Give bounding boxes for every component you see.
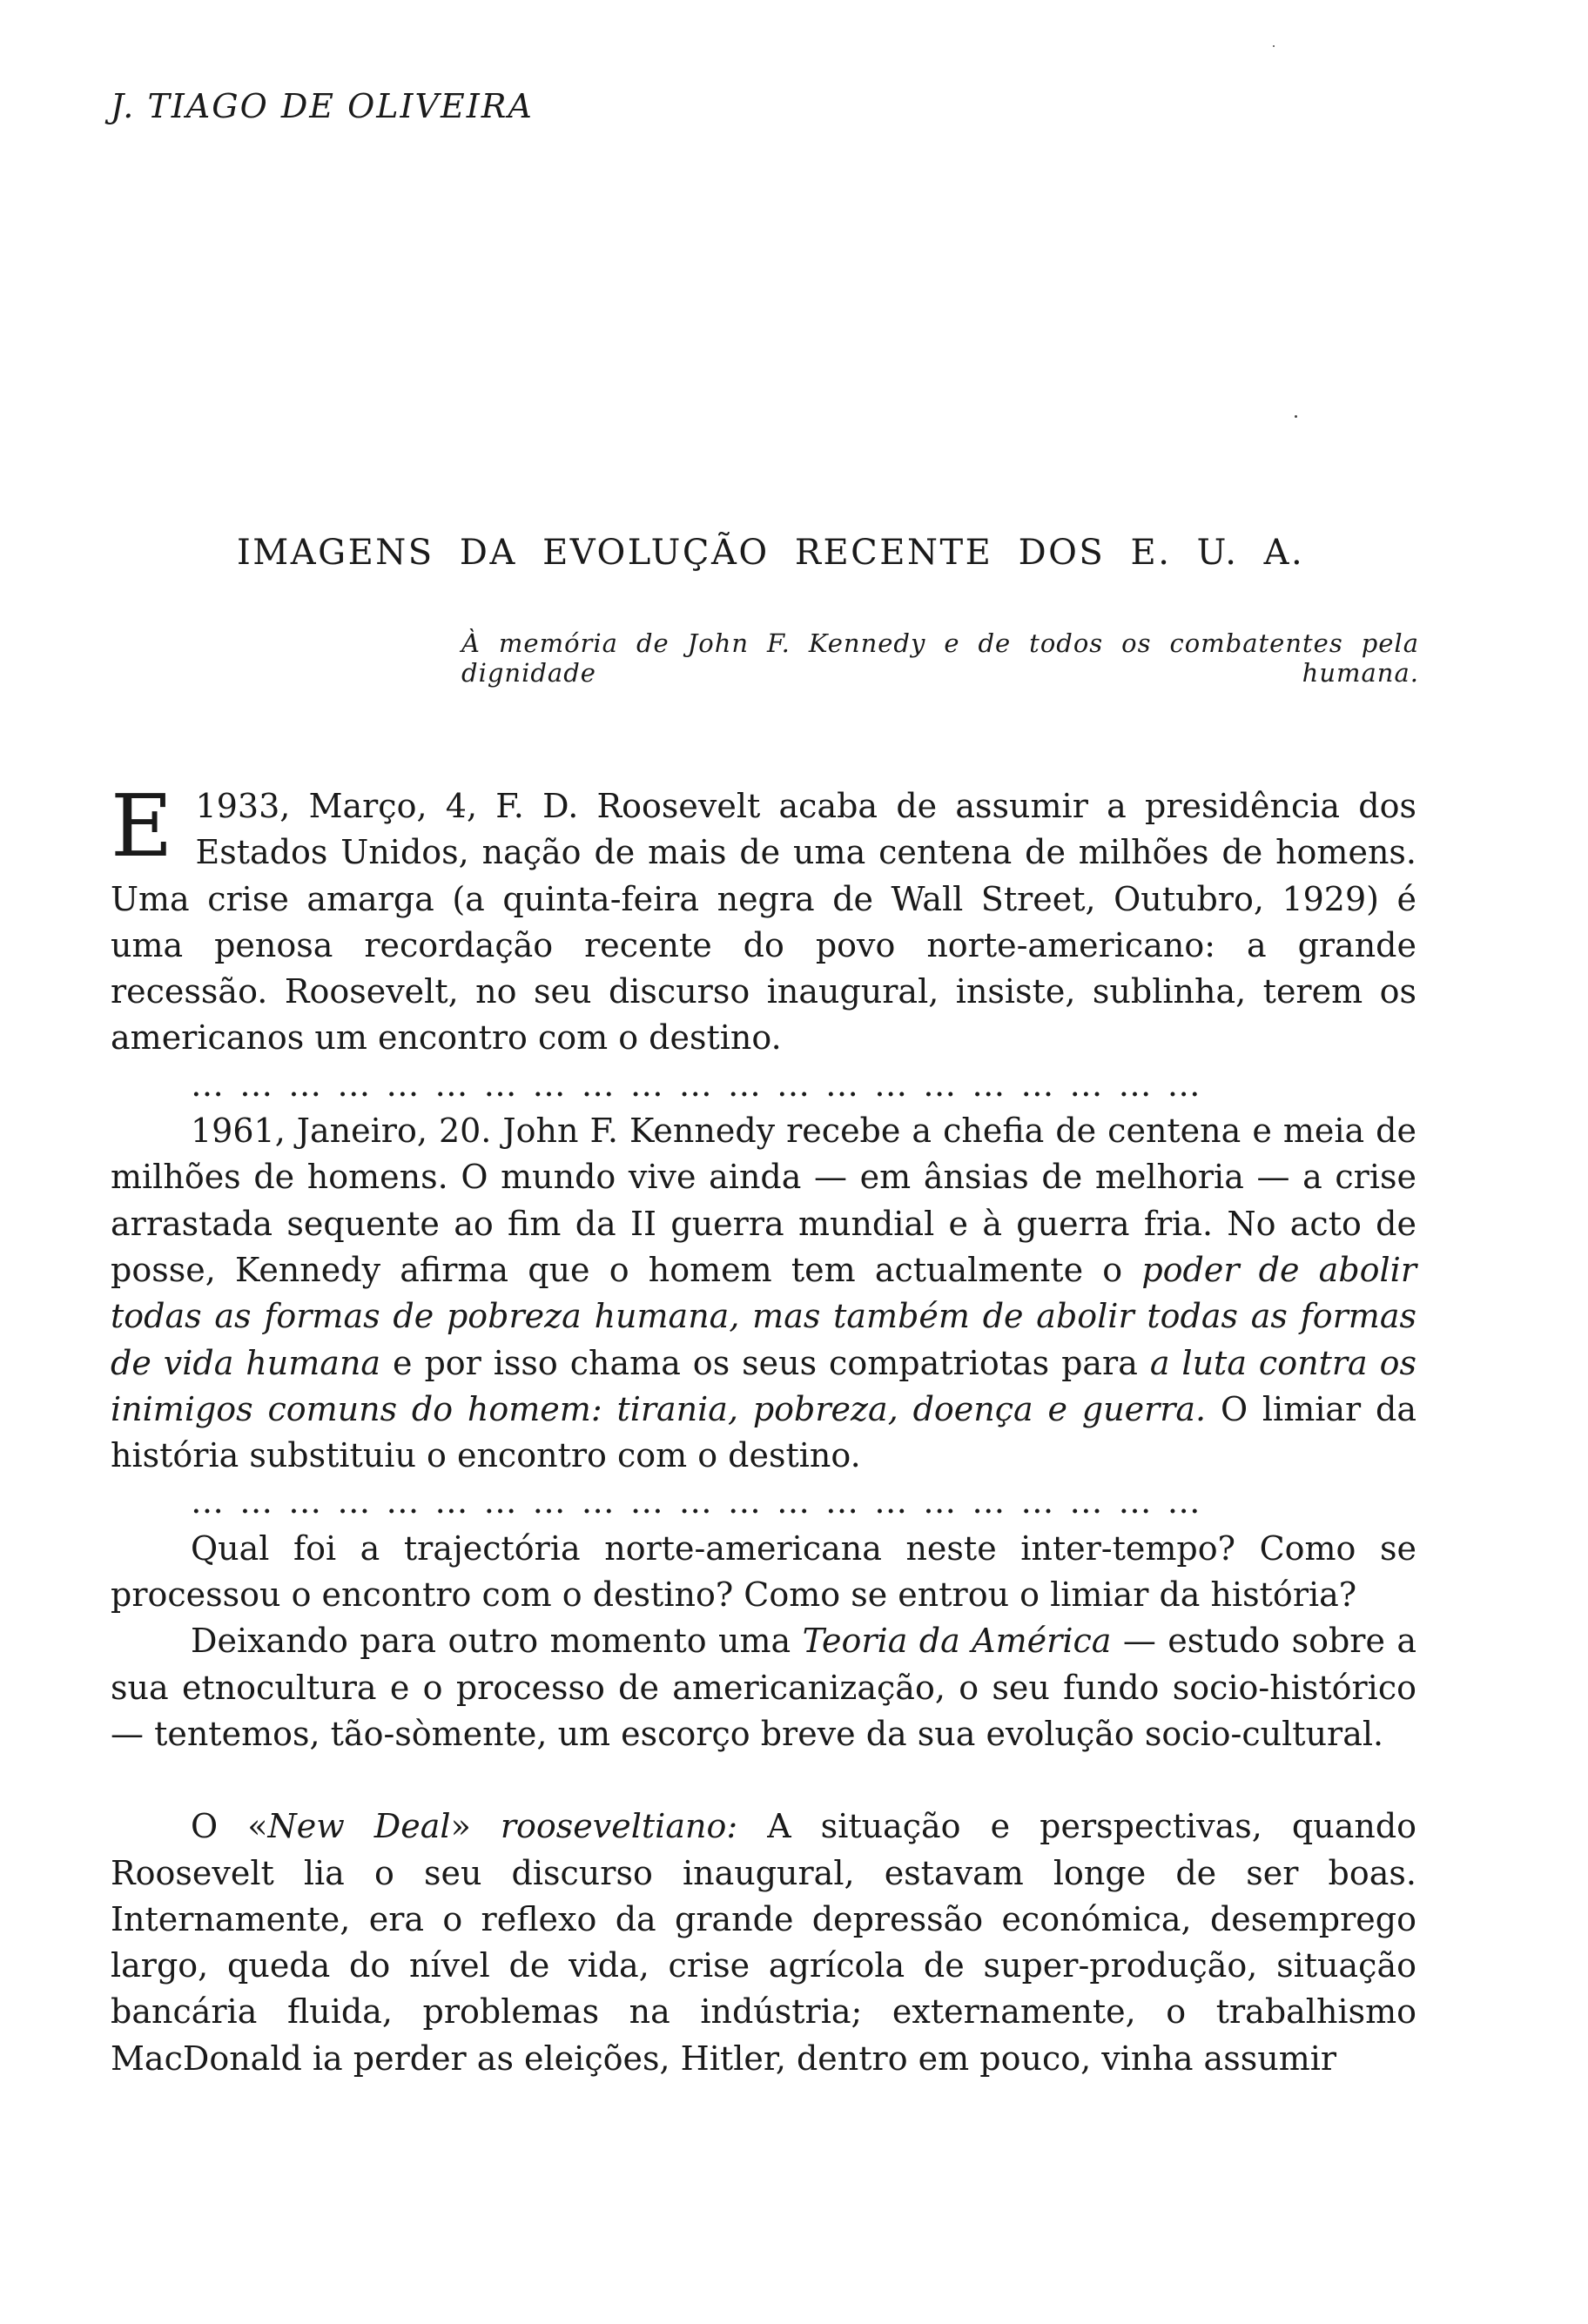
paragraph-5-text-a: O « xyxy=(191,1807,268,1846)
paragraph-2 xyxy=(111,1108,1416,1479)
paragraph-5-italic-a: New Deal xyxy=(267,1807,451,1846)
paragraph-2-text-c: O limiar da história substituiu o encontro com o destino. xyxy=(111,1389,1416,1475)
section-separator-2: … … … … … … … … … … … … … … … … … … … … … xyxy=(191,1482,1203,1521)
dedication: À memória de John F. Kennedy e de todos os combatentes pela dignidade humana. xyxy=(461,628,1419,688)
paragraph-2-quote-a: poder de abolir todas as formas de pobreza humana, mas também de abolir todas as formas de vida humana xyxy=(111,1250,1416,1382)
paragraph-4-italic: Teoria da América xyxy=(802,1622,1112,1661)
scan-speck xyxy=(1295,415,1297,418)
running-header-author: J. TIAGO DE OLIVEIRA xyxy=(111,87,534,125)
paragraph-gap xyxy=(111,1757,1416,1803)
paragraph-1 xyxy=(111,777,1416,1062)
paragraph-4-text-a: Deixando para outro momento uma xyxy=(191,1622,803,1661)
paragraph-5-text-b: » xyxy=(450,1807,501,1846)
scan-speck xyxy=(1273,45,1275,47)
paragraph-5-italic-b: rooseveltiano: xyxy=(500,1807,738,1846)
paragraph-5-text-c: A situação e perspectivas, quando Roosevelt lia o seu discurso inaugural, estavam longe de ser boas. Internamente, era o reflexo da grande depressão económica, desemprego largo, queda do nível de vida, crise agrícola de super-produção, situação bancária fluida, problemas na indústria; externamente, o trabalhismo MacDonald ia perder as eleições, Hitler, dentro em pouco, vinha assumir xyxy=(111,1807,1417,2078)
paragraph-4-text-b: — estudo sobre a sua etnocultura e o processo de americanização, o seu fundo socio-histórico — tentemos, tão-sòmente, um escorço breve da sua evolução socio-cultural. xyxy=(111,1622,1417,1753)
paragraph-1-text: 1933, Março, 4, F. D. Roosevelt acaba de assumir a presidência dos Estados Unidos, nação de mais de uma centena de milhões de homens. Uma crise amarga (a quinta-feira negra de Wall Street, Outubro, 1929) é uma penosa recordação recente do povo norte-americano: a grande recessão. Roosevelt, no seu discurso inaugural, insiste, sublinha, terem os americanos um encontro com o destino. xyxy=(111,787,1416,1058)
paragraph-4 xyxy=(111,1618,1416,1757)
drop-cap: E xyxy=(111,777,173,877)
article-title: IMAGENS DA EVOLUÇÃO RECENTE DOS E. U. A. xyxy=(237,533,1305,573)
paragraph-3: Qual foi a trajectória norte-americana neste inter-tempo? Como se processou o encontro com o destino? Como se entrou o limiar da história? xyxy=(111,1528,1416,1615)
section-separator: … … … … … … … … … … … … … … … … … … … … … xyxy=(191,1065,1203,1104)
paragraph-2-quote-b: a luta contra os inimigos comuns do homem: tirania, pobreza, doença e guerra. xyxy=(111,1343,1416,1428)
paragraph-5 xyxy=(111,1803,1416,2082)
article-body xyxy=(111,777,1417,2082)
paragraph-2-text-b: e por isso chama os seus compatriotas para xyxy=(380,1343,1150,1382)
paragraph-2-text-a: 1961, Janeiro, 20. John F. Kennedy recebe a chefia de centena e meia de milhões de homens. O mundo vive ainda — em ânsias de melhoria — a crise arrastada sequente ao fim da II guerra mundial e à guerra fria. No acto de posse, Kennedy afirma que o homem tem actualmente o xyxy=(111,1112,1416,1289)
